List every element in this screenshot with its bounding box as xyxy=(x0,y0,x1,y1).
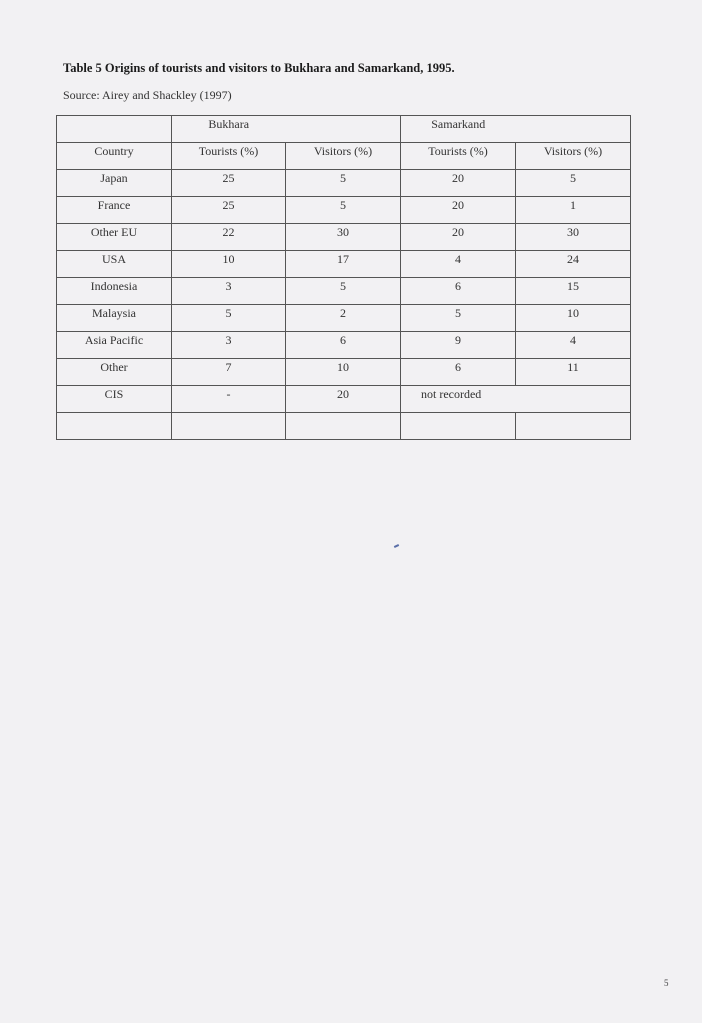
group-header-samarkand: Samarkand xyxy=(401,116,516,143)
table-source: Source: Airey and Shackley (1997) xyxy=(63,88,232,102)
country-cell: Other EU xyxy=(57,224,172,251)
ink-speck xyxy=(394,544,399,548)
value-cell: 2 xyxy=(286,305,401,332)
value-cell: 9 xyxy=(401,332,516,359)
table-row xyxy=(57,197,631,224)
value-cell: 20 xyxy=(401,170,516,197)
value-cell: 17 xyxy=(286,251,401,278)
table-row xyxy=(57,359,631,386)
country-cell: France xyxy=(57,197,172,224)
column-header-bukhara-visitors: Visitors (%) xyxy=(286,143,401,170)
column-header-row xyxy=(57,143,631,170)
value-cell: 10 xyxy=(516,305,631,332)
column-header-samarkand-tourists: Tourists (%) xyxy=(401,143,516,170)
column-header-samarkand-visitors: Visitors (%) xyxy=(516,143,631,170)
group-header-cell xyxy=(286,116,401,143)
table-row xyxy=(57,170,631,197)
value-cell: 25 xyxy=(172,197,286,224)
tourism-origins-table xyxy=(56,115,631,440)
empty-cell xyxy=(516,413,631,440)
empty-cell xyxy=(401,413,516,440)
value-cell: - xyxy=(172,386,286,413)
value-cell: 4 xyxy=(516,332,631,359)
value-cell: 22 xyxy=(172,224,286,251)
value-cell: 5 xyxy=(516,170,631,197)
column-header-bukhara-tourists: Tourists (%) xyxy=(172,143,286,170)
value-cell: 24 xyxy=(516,251,631,278)
table-caption: Table 5 Origins of tourists and visitors to Bukhara and Samarkand, 1995. xyxy=(63,61,455,75)
group-header-bukhara: Bukhara xyxy=(172,116,286,143)
value-cell: 5 xyxy=(286,197,401,224)
value-cell: 25 xyxy=(172,170,286,197)
value-cell: 30 xyxy=(286,224,401,251)
value-cell: 7 xyxy=(172,359,286,386)
value-cell: 5 xyxy=(401,305,516,332)
value-cell: 20 xyxy=(401,197,516,224)
cis-row xyxy=(57,386,631,413)
empty-cell xyxy=(172,413,286,440)
table-row xyxy=(57,251,631,278)
country-cell: Malaysia xyxy=(57,305,172,332)
value-cell: 5 xyxy=(172,305,286,332)
not-recorded-note: not recorded xyxy=(401,386,516,413)
value-cell: 6 xyxy=(401,359,516,386)
country-cell: Asia Pacific xyxy=(57,332,172,359)
empty-cell xyxy=(286,413,401,440)
country-cell: CIS xyxy=(57,386,172,413)
empty-row xyxy=(57,413,631,440)
group-header-row xyxy=(57,116,631,143)
value-cell: 4 xyxy=(401,251,516,278)
table-row xyxy=(57,278,631,305)
column-header-country: Country xyxy=(57,143,172,170)
value-cell: 15 xyxy=(516,278,631,305)
country-cell: Indonesia xyxy=(57,278,172,305)
table-row xyxy=(57,332,631,359)
table-row xyxy=(57,224,631,251)
value-cell: 3 xyxy=(172,332,286,359)
value-cell: 3 xyxy=(172,278,286,305)
value-cell: 20 xyxy=(401,224,516,251)
value-cell: 20 xyxy=(286,386,401,413)
value-cell: 6 xyxy=(286,332,401,359)
value-cell: 6 xyxy=(401,278,516,305)
table-row xyxy=(57,305,631,332)
table-body xyxy=(57,116,631,440)
value-cell: 11 xyxy=(516,359,631,386)
group-header-cell xyxy=(57,116,172,143)
value-cell: 10 xyxy=(172,251,286,278)
group-header-cell xyxy=(516,116,631,143)
value-cell: 5 xyxy=(286,278,401,305)
value-cell: 5 xyxy=(286,170,401,197)
empty-cell xyxy=(57,413,172,440)
value-cell: 30 xyxy=(516,224,631,251)
country-cell: Other xyxy=(57,359,172,386)
page-number: 5 xyxy=(664,978,669,988)
country-cell: Japan xyxy=(57,170,172,197)
value-cell: 1 xyxy=(516,197,631,224)
value-cell: 10 xyxy=(286,359,401,386)
country-cell: USA xyxy=(57,251,172,278)
empty-cell xyxy=(516,386,631,413)
